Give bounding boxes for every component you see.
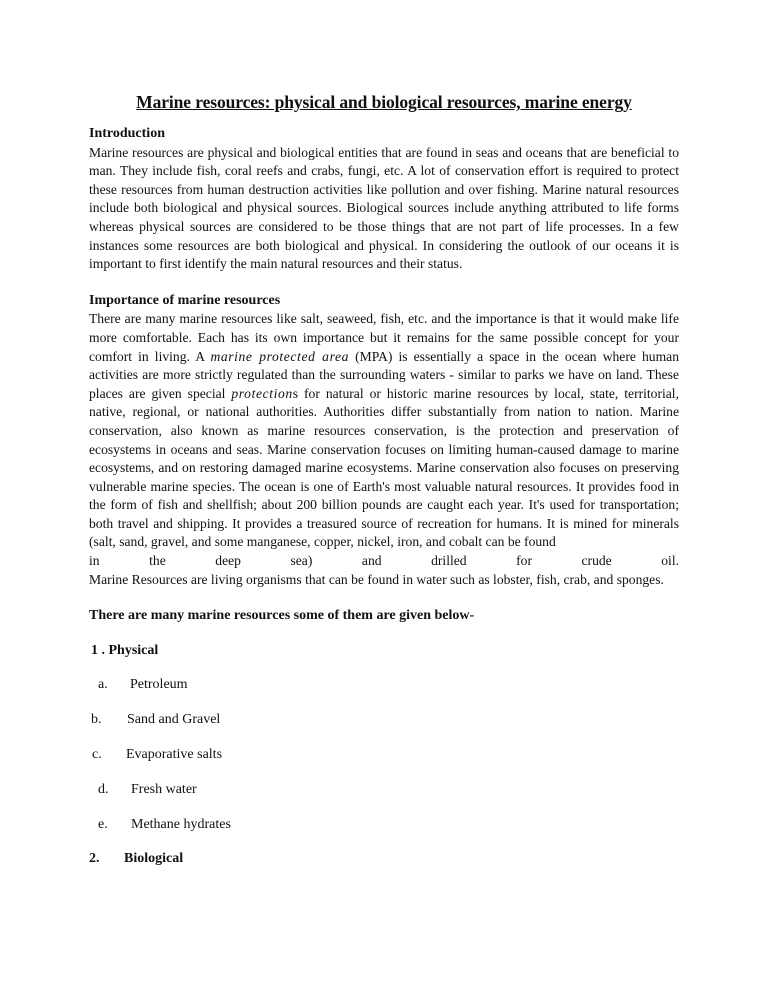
document-title: Marine resources: physical and biological resources, marine energy <box>136 92 632 112</box>
physical-heading: 1 . Physical <box>91 642 159 658</box>
document-page <box>89 92 679 868</box>
importance-paragraph <box>89 310 679 589</box>
importance-text-4: Marine Resources are living organisms that can be found in water such as lobster, fish, crab, and sponges. <box>89 571 664 587</box>
mpa-term: marine protected area <box>210 348 349 364</box>
protection-term: protection <box>231 385 293 401</box>
biological-heading: Biological <box>124 851 184 867</box>
list-item-text: Methane hydrates <box>131 817 231 833</box>
list-item-text: Fresh water <box>131 782 197 798</box>
list-marker: e. <box>98 817 108 833</box>
importance-justified-line: in the deep sea) and drilled for crude oil. <box>89 553 679 569</box>
importance-text-3: s for natural or historic marine resources by local, state, territorial, native, regional, or national authorities. Authorities differ substantially from nation to nation. Marine conservation, also known as marine resources conservation, is the protection and preservation of ecosystems in oceans and seas. Marine conservation focuses on limiting human-caused damage to marine ecosystems, and on restoring damaged marine ecosystems. Marine conservation also focuses on preserving vulnerable marine species. The ocean is one of Earth's most valuable natural resources. It provides food in the form of fish and shellfish; about 200 billion pounds are caught each year. It's used for transportation; both travel and shipping. It provides a treasured source of recreation for humans. It is mined for minerals (salt, sand, gravel, and some manganese, copper, nickel, iron, and cobalt can be found <box>89 385 679 550</box>
resources-list-intro: There are many marine resources some of them are given below- <box>89 608 475 624</box>
list-item <box>89 816 679 834</box>
introduction-paragraph: Marine resources are physical and biological entities that are found in seas and oceans that are beneficial to man. They include fish, coral reefs and crabs, fungi, etc. A lot of conservation effort is required to protect these resources from human destruction activities like pollution and over fishing. Marine natural resources include both biological and physical sources. Biological sources include anything attributed to life forms whereas physical sources are considered to be those things that are not part of life processes. In a few instances some resources are both biological and physical. In considering the outlook of our oceans it is important to first identify the main natural resources and their status. <box>89 144 679 272</box>
importance-text-2: (MPA) is essentially a space in the ocean where human activities are more strictly regulated than the surrounding waters - similar to parks we have on land. These places are given special <box>89 348 679 401</box>
list-item-text: Sand and Gravel <box>127 712 221 728</box>
importance-heading: Importance of marine resources <box>89 292 281 308</box>
list-item-text: Petroleum <box>130 677 188 693</box>
spacer <box>89 660 679 676</box>
list-marker: d. <box>98 782 109 798</box>
list-item <box>89 781 679 799</box>
list-item <box>89 711 679 729</box>
list-item <box>89 746 679 764</box>
list-item-text: Evaporative salts <box>126 747 223 763</box>
list-marker: b. <box>91 712 102 728</box>
list-marker: a. <box>98 677 108 693</box>
importance-text-1: There are many marine resources like salt, seaweed, fish, etc. and the importance is that it would make life more comfortable. Each has its own importance but it remains for the same possible concept for your comfort in living. A <box>89 311 679 364</box>
biological-number: 2. <box>89 851 100 867</box>
spacer <box>89 626 679 642</box>
biological-heading-row <box>89 850 679 868</box>
spacer <box>89 274 679 292</box>
list-item <box>89 676 679 694</box>
spacer <box>89 589 679 607</box>
introduction-heading: Introduction <box>89 126 165 141</box>
list-marker: c. <box>92 747 102 763</box>
